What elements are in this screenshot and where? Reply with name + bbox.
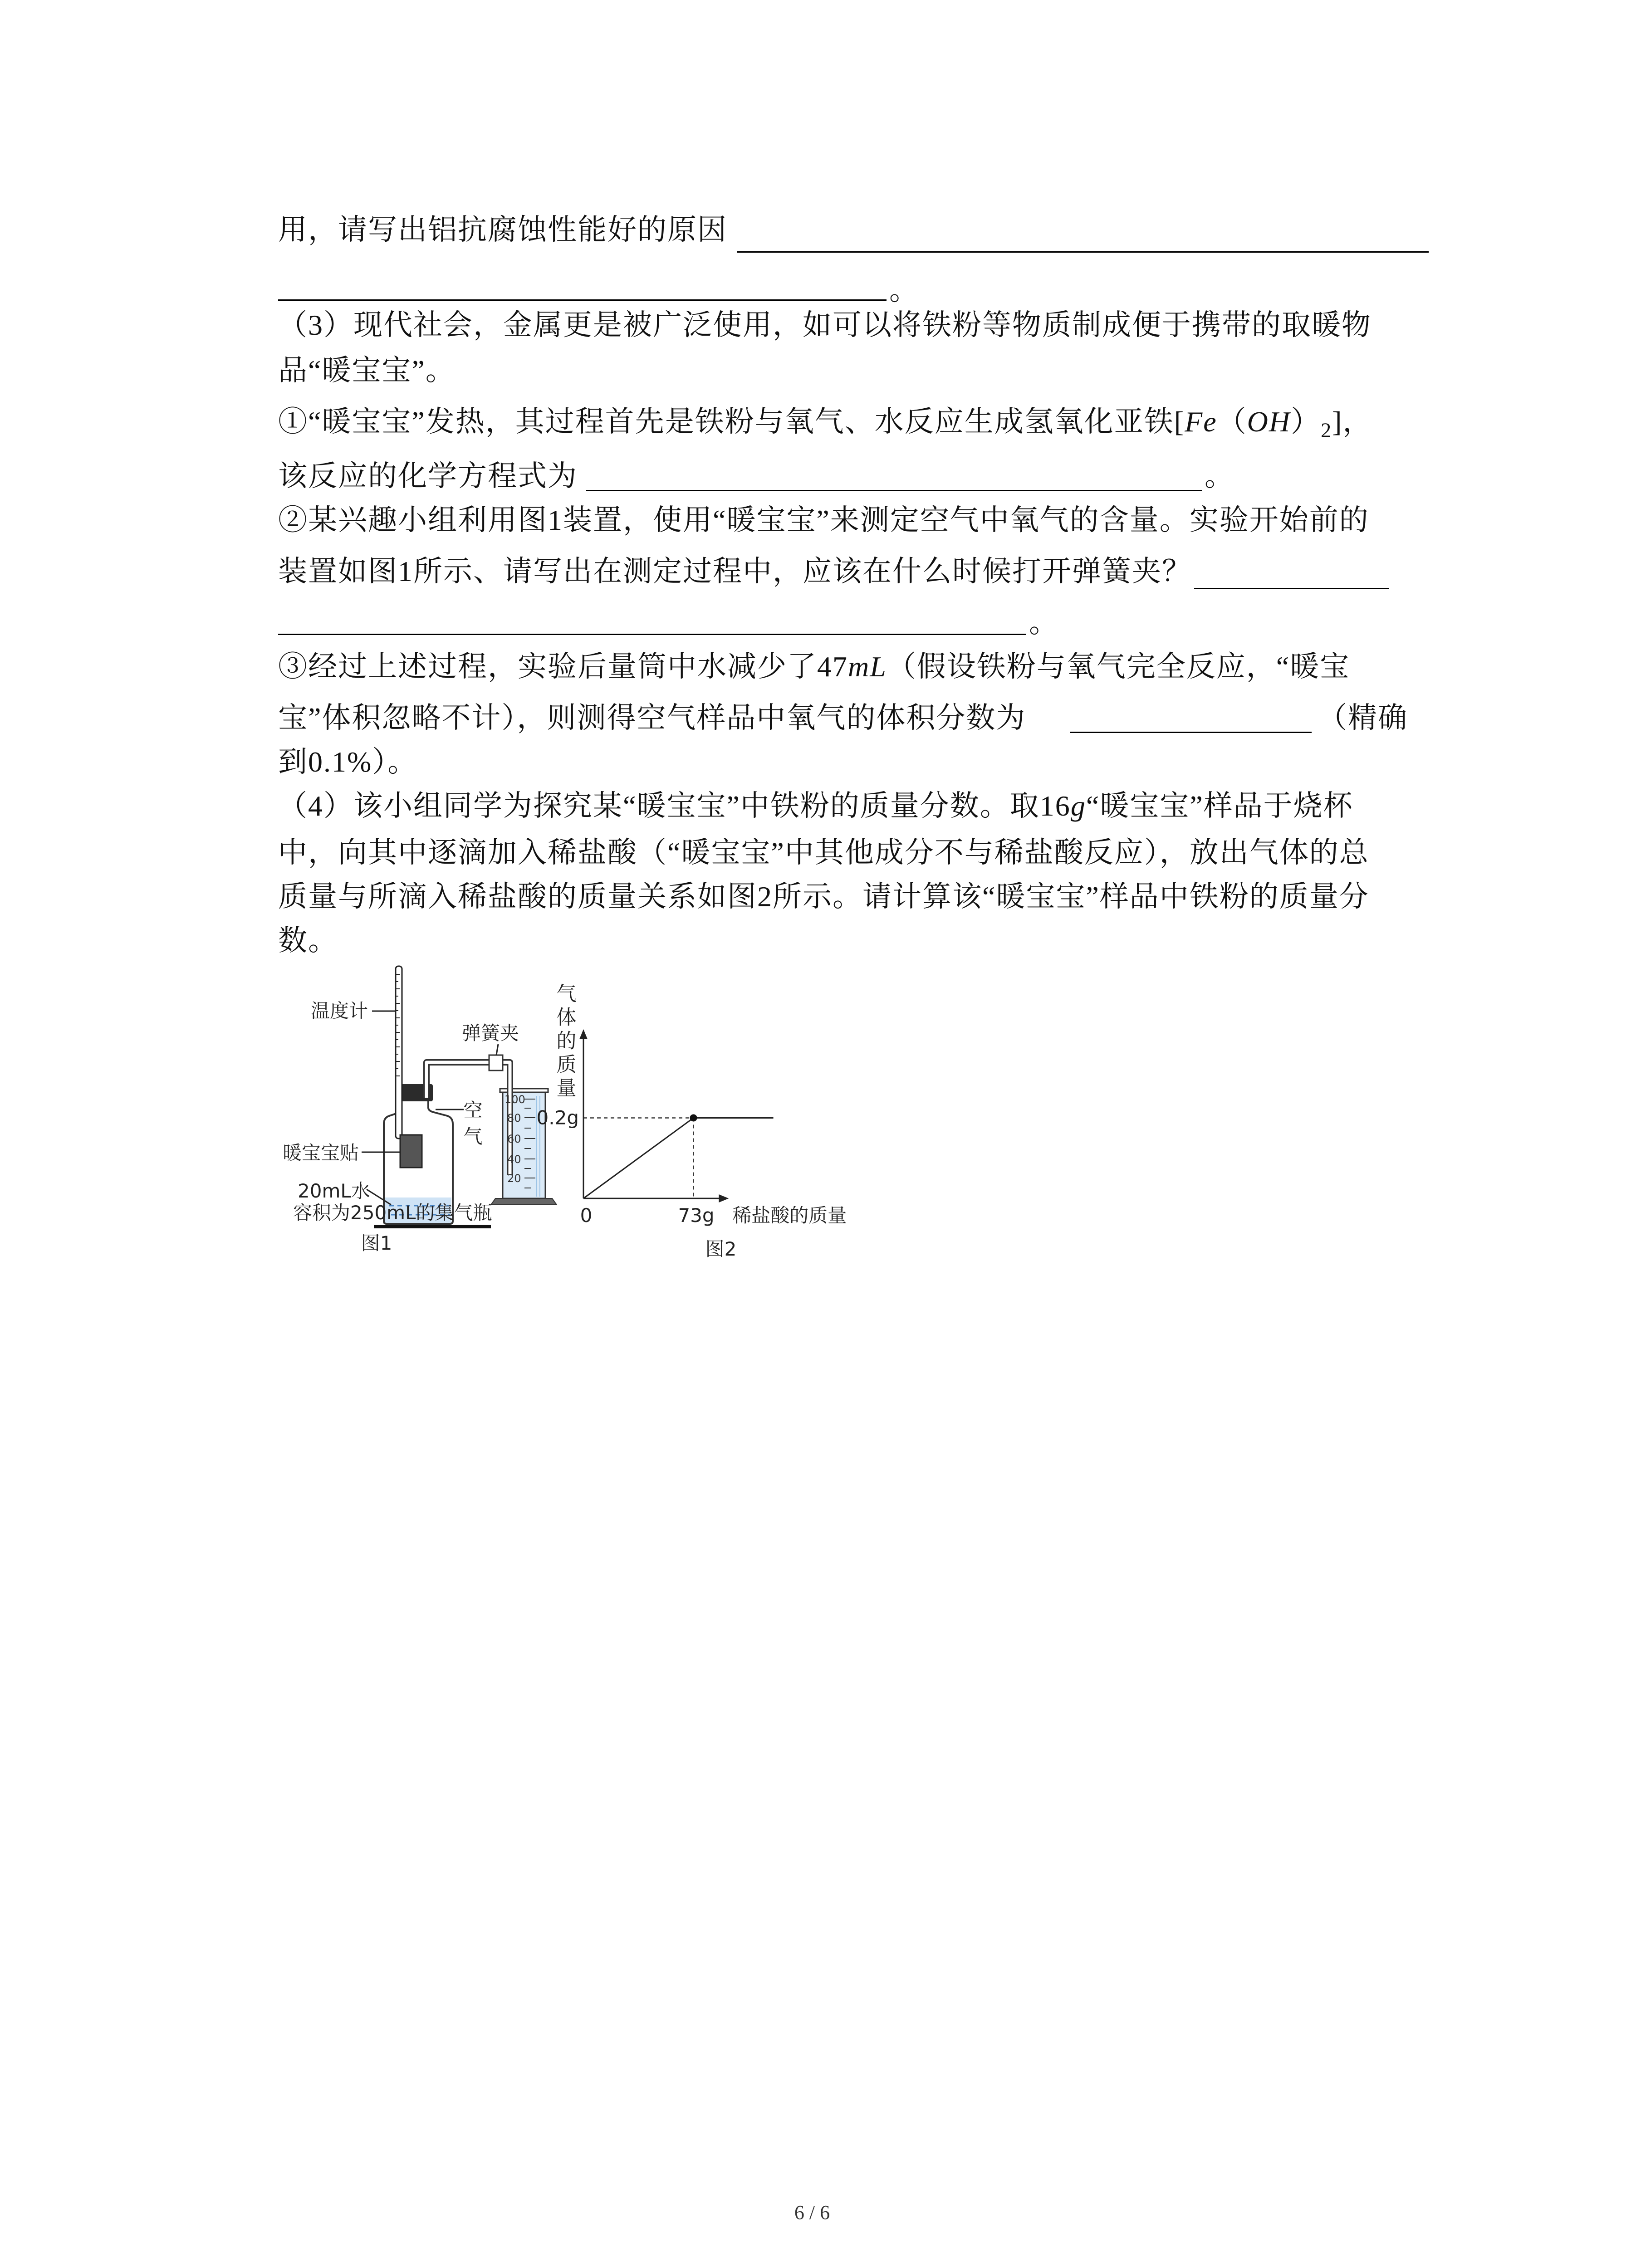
answer-blank [278, 634, 1026, 635]
clamp-leader-line [496, 1044, 498, 1055]
y-axis-label: 气体的质量 [553, 983, 576, 1101]
formula-subscript: 2 [1321, 418, 1332, 440]
page-number: 6 / 6 [794, 2201, 830, 2224]
cylinder-mark-label: 80 [507, 1112, 521, 1124]
figure-2-caption: 图2 [705, 1238, 737, 1260]
x-axis-label: 稀盐酸的质量 [732, 1204, 847, 1227]
thermometer [396, 966, 402, 1139]
part3-intro-line-2: 品“暖宝宝”。 [278, 354, 456, 386]
formula-oh: OH [1247, 406, 1291, 438]
answer-blank [278, 299, 887, 301]
figure-1-caption: 图1 [361, 1232, 392, 1254]
part4-text: （4）该小组同学为探究某“暖宝宝”中铁粉的质量分数。取16 [278, 790, 1071, 822]
part3-item2-line-2: 装置如图1所示、请写出在测定过程中，应该在什么时候打开弹簧夹？ [278, 555, 1192, 587]
formula-paren-close: ） [1291, 406, 1321, 438]
period-mark: 。 [1029, 606, 1059, 639]
spring-clamp [489, 1055, 503, 1070]
part4-line-1 [278, 788, 1353, 824]
data-line [583, 1118, 774, 1199]
part4-line-2: 中，向其中逐滴加入稀盐酸（“暖宝宝”中其他成分不与稀盐酸反应），放出气体的总 [278, 836, 1369, 869]
part3-item1-line-2: 该反应的化学方程式为 [278, 460, 578, 492]
part3-item3-line-2: 宝”体积忽略不计），则测得空气样品中氧气的体积分数为 [278, 702, 1026, 734]
patch-label: 暖宝宝贴 [283, 1142, 359, 1164]
answer-blank [1194, 588, 1389, 589]
item3-text: ③经过上述过程，实验后量筒中水减少了47 [278, 650, 848, 683]
water-label: 20mL水 [298, 1180, 370, 1202]
x-tick-label: 73g [678, 1204, 715, 1227]
period-mark: 。 [1205, 460, 1234, 492]
item1-text: ①“暖宝宝”发热，其过程首先是铁粉与氧气、水反应生成氢氧化亚铁[ [278, 406, 1185, 438]
figures [272, 953, 871, 1270]
part4-line-4: 数。 [278, 924, 338, 957]
part3-item1-line-1 [278, 404, 1372, 440]
x-tick-label: 0 [580, 1204, 593, 1227]
x-axis-arrow [719, 1194, 729, 1202]
unit-g: g [1070, 790, 1086, 822]
item1-text-end: ]， [1332, 406, 1373, 438]
table-surface [374, 1225, 491, 1228]
unit-ml: mL [848, 650, 887, 683]
cylinder-mark-label: 40 [507, 1153, 521, 1166]
item3-text-rest: （假设铁粉与氧气完全反应，“暖宝 [887, 650, 1350, 683]
period-mark: 。 [889, 274, 919, 306]
cylinder-base [491, 1198, 557, 1205]
part2-line-1: 用，请写出铝抗腐蚀性能好的原因 [278, 214, 727, 246]
formula-paren-open: （ [1217, 406, 1247, 438]
cylinder-mark-label: 100 [505, 1093, 525, 1106]
answer-blank [1070, 732, 1312, 733]
hand-warmer-patch [400, 1135, 422, 1168]
cylinder-mark-label: 60 [507, 1133, 521, 1145]
y-axis-arrow [579, 1029, 588, 1039]
formula-fe: Fe [1185, 406, 1217, 438]
data-point-marker [690, 1114, 697, 1122]
part3-intro-line-1: （3）现代社会，金属更是被广泛使用，如可以将铁粉等物质制成便于携带的取暖物 [278, 309, 1372, 341]
precision-note: （精确 [1318, 702, 1408, 734]
part3-item3-line-1 [278, 649, 1350, 685]
cylinder-mark-label: 20 [507, 1172, 521, 1185]
air-label: 空气 [460, 1100, 483, 1153]
answer-blank [586, 490, 1202, 491]
part4-text-rest: “暖宝宝”样品于烧杯 [1086, 790, 1353, 822]
part3-item2-line-1: ②某兴趣小组利用图1装置，使用“暖宝宝”来测定空气中氧气的含量。实验开始前的 [278, 504, 1369, 536]
y-tick-label: 0.2g [536, 1106, 579, 1129]
bottle-label: 容积为250mL的集气瓶 [293, 1202, 492, 1224]
clamp-label: 弹簧夹 [462, 1022, 519, 1044]
figure-1-apparatus [283, 966, 557, 1254]
thermometer-label: 温度计 [311, 1000, 368, 1022]
figure-2-graph [537, 983, 847, 1260]
answer-blank [737, 251, 1429, 253]
part3-item3-line-3: 到0.1%）。 [278, 746, 418, 778]
part4-line-3: 质量与所滴入稀盐酸的质量关系如图2所示。请计算该“暖宝宝”样品中铁粉的质量分 [278, 880, 1369, 913]
